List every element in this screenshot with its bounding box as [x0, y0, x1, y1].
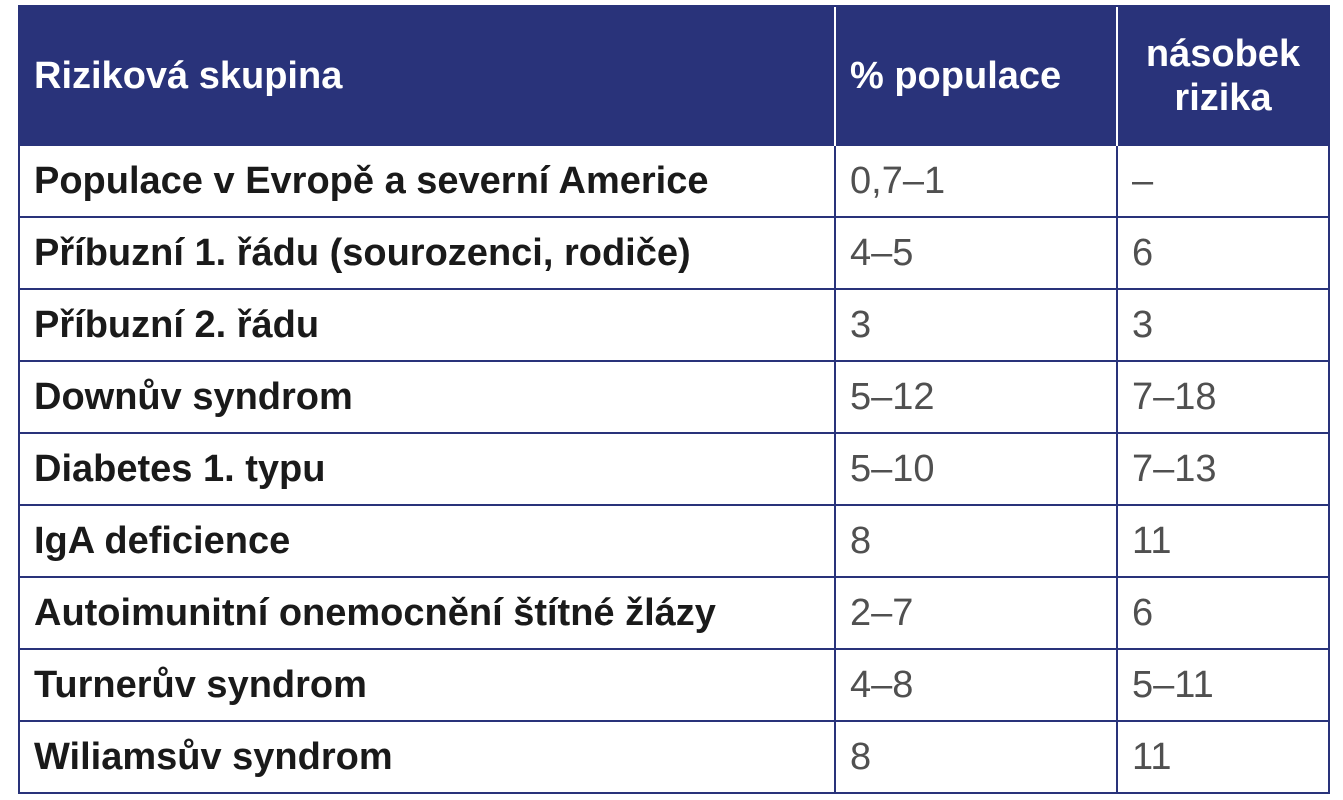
table-row — [19, 721, 1329, 793]
row-risk-cell: 7–13 — [1117, 433, 1329, 505]
row-risk-cell: 11 — [1117, 721, 1329, 793]
risk-table-container — [18, 5, 1328, 790]
table-row — [19, 361, 1329, 433]
row-group-cell: Příbuzní 2. řádu — [19, 289, 835, 361]
table-row — [19, 289, 1329, 361]
row-risk-cell: 7–18 — [1117, 361, 1329, 433]
table-row — [19, 433, 1329, 505]
row-risk-cell: 11 — [1117, 505, 1329, 577]
row-group-cell: Turnerův syndrom — [19, 649, 835, 721]
table-row — [19, 649, 1329, 721]
table-row — [19, 217, 1329, 289]
header-row — [19, 6, 1329, 145]
header-percent-population: % populace — [835, 6, 1117, 145]
row-group-cell: Autoimunitní onemocnění štítné žlázy — [19, 577, 835, 649]
header-risk-multiple: násobek rizika — [1117, 6, 1329, 145]
row-percent-cell: 5–10 — [835, 433, 1117, 505]
table-row — [19, 145, 1329, 217]
row-group-cell: IgA deficience — [19, 505, 835, 577]
row-percent-cell: 0,7–1 — [835, 145, 1117, 217]
header-risk-group: Riziková skupina — [19, 6, 835, 145]
row-group-cell: Diabetes 1. typu — [19, 433, 835, 505]
row-percent-cell: 5–12 — [835, 361, 1117, 433]
row-percent-cell: 4–5 — [835, 217, 1117, 289]
row-percent-cell: 2–7 — [835, 577, 1117, 649]
row-percent-cell: 4–8 — [835, 649, 1117, 721]
table-row — [19, 577, 1329, 649]
table-body — [19, 145, 1329, 793]
row-risk-cell: 5–11 — [1117, 649, 1329, 721]
table-row — [19, 505, 1329, 577]
row-percent-cell: 8 — [835, 505, 1117, 577]
row-risk-cell: – — [1117, 145, 1329, 217]
row-risk-cell: 6 — [1117, 577, 1329, 649]
table-header — [19, 6, 1329, 145]
row-percent-cell: 3 — [835, 289, 1117, 361]
row-risk-cell: 3 — [1117, 289, 1329, 361]
row-group-cell: Populace v Evropě a severní Americe — [19, 145, 835, 217]
row-group-cell: Wiliamsův syndrom — [19, 721, 835, 793]
row-percent-cell: 8 — [835, 721, 1117, 793]
row-group-cell: Příbuzní 1. řádu (sourozenci, rodiče) — [19, 217, 835, 289]
risk-group-table — [18, 5, 1330, 794]
row-risk-cell: 6 — [1117, 217, 1329, 289]
row-group-cell: Downův syndrom — [19, 361, 835, 433]
